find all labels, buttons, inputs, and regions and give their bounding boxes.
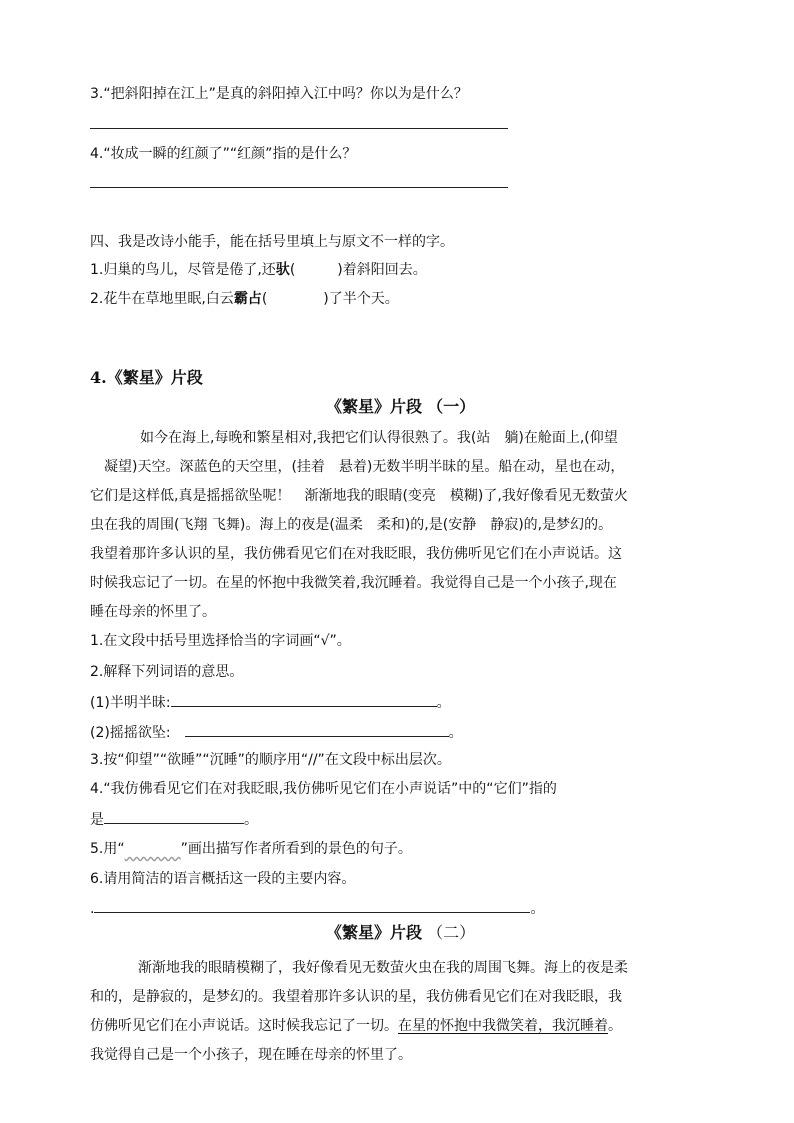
passage-1 — [90, 424, 706, 627]
underlined-sentence: 在星的怀抱中我微笑着，我沉睡着 — [398, 1018, 608, 1034]
question-4: 4.“妆成一瞬的红颜了”“红颜”指的是什么？ — [90, 146, 357, 162]
passage-1-line: 它们是这样低,真是摇摇欲坠呢！ 渐渐地我的眼睛(变亮 模糊)了,我好像看见无数萤火 — [90, 488, 628, 504]
sub-title-2 — [326, 922, 475, 944]
passage-2-line: 我觉得自己是一个小孩子，现在睡在母亲的怀里了。 — [90, 1047, 412, 1063]
q6-answer — [90, 898, 544, 919]
q4-pre: 是 — [90, 812, 104, 828]
q6-period: 。 — [530, 901, 545, 917]
poem-item-1-bold: 驮 — [275, 262, 290, 278]
q6-answer-line[interactable] — [94, 898, 530, 913]
q2a-period: 。 — [436, 695, 451, 711]
q3: 3.按“仰望”“欲睡”“沉睡”的顺序用“//”在文段中标出层次。 — [90, 752, 451, 768]
poem-item-1-pre: 1.归巢的鸟儿，尽管是倦了,还 — [90, 262, 276, 278]
question-3: 3.“把斜阳掉在江上”是真的斜阳掉入江中吗？你以为是什么？ — [90, 86, 468, 102]
q2a-label: (1)半明半昧: — [90, 695, 171, 711]
wavy-line-sample — [125, 841, 181, 857]
passage-1-line: 时候我忘记了一切。在星的怀抱中我微笑着,我沉睡着。我觉得自己是一个小孩子,现在 — [90, 575, 617, 591]
q4-period: 。 — [244, 812, 258, 828]
q6: 6.请用简洁的语言概括这一段的主要内容。 — [90, 871, 356, 887]
poem-item-2 — [90, 289, 399, 309]
q2b-period: 。 — [448, 725, 463, 741]
q5-post: ”画出描写作者所看到的景色的句子。 — [180, 841, 412, 857]
part-4-title: 4.《繁星》片段 — [90, 368, 203, 387]
passage-1-line: 虫在我的周围(飞翔 飞舞)。海上的夜是(温柔 柔和)的,是(安静 静寂)的,是梦幻的。 — [90, 517, 613, 533]
q4-line-1: 4.“我仿佛看见它们在对我眨眼,我仿佛听见它们在小声说话”中的“它们”指的 — [90, 781, 557, 797]
poem-item-2-post: ( )了半个天。 — [261, 291, 399, 307]
passage-1-line: 睡在母亲的怀里了。 — [90, 604, 216, 620]
q4-answer-line[interactable] — [104, 809, 244, 824]
poem-item-2-bold: 霸占 — [233, 291, 262, 307]
passage-1-line: 我望着那许多认识的星，我仿佛看见它们在对我眨眼，我仿佛听见它们在小声说话。这 — [90, 546, 622, 562]
passage-2 — [90, 954, 706, 1070]
q1: 1.在文段中括号里选择恰当的字词画“√”。 — [90, 633, 351, 649]
q2: 2.解释下列词语的意思。 — [90, 664, 244, 680]
passage-2-end: 。 — [608, 1018, 622, 1034]
q4-line-2 — [90, 809, 258, 830]
answer-line-3[interactable] — [90, 128, 508, 129]
section-4-heading: 四、我是改诗小能手，能在括号里填上与原文不一样的字。 — [90, 234, 454, 250]
passage-2-line — [90, 1012, 706, 1041]
q2a — [90, 692, 451, 713]
sub-title-2-num: （二） — [427, 923, 476, 942]
sub-title-2-text: 《繁星》片段 — [326, 923, 423, 942]
q5-pre: 5.用“ — [90, 841, 125, 857]
sub-title-1-text: 《繁星》片段 — [326, 397, 423, 416]
answer-line-4[interactable] — [90, 187, 508, 188]
passage-1-line: 凝望)天空。深蓝色的天空里，(挂着 悬着)无数半明半昧的星。船在动，星也在动， — [104, 459, 625, 475]
q2a-answer-line[interactable] — [171, 692, 437, 707]
q2b — [90, 722, 463, 743]
sub-title-1 — [326, 396, 475, 418]
q5 — [90, 839, 412, 859]
q2b-label: (2)摇摇欲坠: — [90, 725, 171, 741]
passage-2-text: 仿佛听见它们在小声说话。这时候我忘记了一切。 — [90, 1018, 398, 1034]
q6-dot: . — [90, 901, 95, 917]
sub-title-1-num: （一） — [427, 397, 476, 416]
q2b-answer-line[interactable] — [185, 722, 449, 737]
passage-2-line: 和的，是静寂的，是梦幻的。我望着那许多认识的星，我仿佛看见它们在对我眨眼，我 — [90, 989, 622, 1005]
passage-2-line: 渐渐地我的眼睛模糊了，我好像看见无数萤火虫在我的周围飞舞。海上的夜是柔 — [138, 960, 628, 976]
passage-1-line: 如今在海上,每晚和繁星相对,我把它们认得很熟了。我(站 躺)在舱面上,(仰望 — [140, 430, 618, 446]
poem-item-2-pre: 2.花牛在草地里眠,白云 — [90, 291, 234, 307]
poem-item-1-post: ( )着斜阳回去。 — [289, 262, 427, 278]
poem-item-1 — [90, 260, 427, 280]
